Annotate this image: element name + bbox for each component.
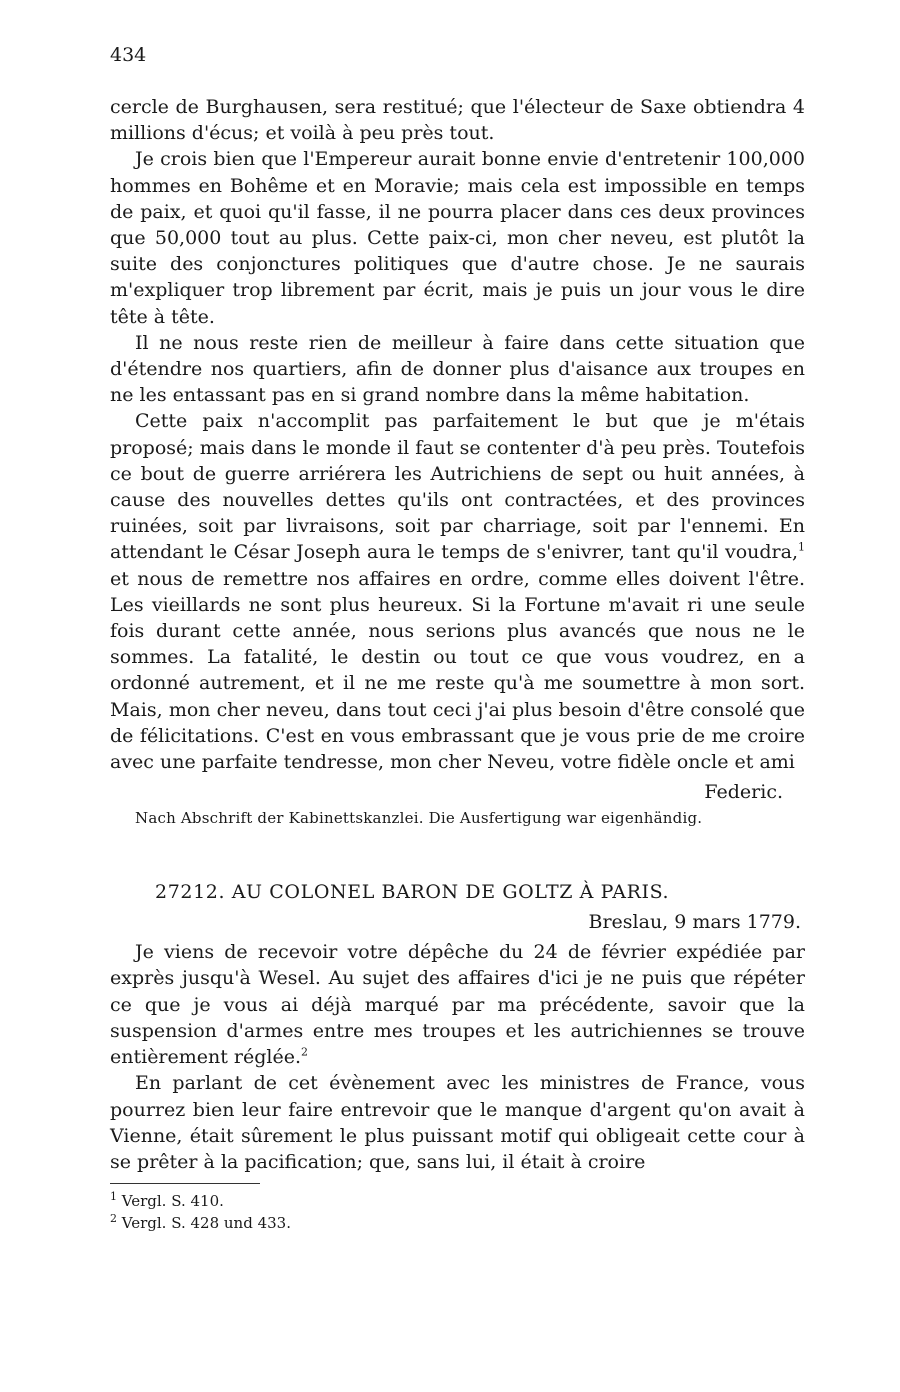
letter1-paragraph-1: cercle de Burghausen, sera restitué; que l'électeur de Saxe obtiendra 4 millions d'écus; et voilà à peu près tout.: [110, 96, 805, 145]
letter2-paragraph-2: En parlant de cet évènement avec les ministres de France, vous pourrez bien leur faire entrevoir que le manque d'argent qu'on avait à Vienne, était sûrement le plus puissant motif qui obligeait cette cour à se prêter à la pacification; que, sans lui, il était à croire: [110, 1072, 805, 1173]
footnote-marker-2: 2: [301, 1045, 309, 1059]
letter1-paragraph-3: Il ne nous reste rien de meilleur à faire dans cette situation que d'étendre nos quartiers, afin de donner plus d'aisance aux troupes en ne les entassant pas en si grand nombre dans la même habitation.: [110, 331, 805, 407]
document-page: [110, 40, 805, 1234]
footnote-rule: [110, 1183, 260, 1184]
footnote-2-marker: 2: [110, 1212, 117, 1226]
letter1-paragraph-4-part-1: Cette paix n'accomplit pas parfaitement le but que je m'étais proposé; mais dans le monde il faut se contenter d'à peu près. Toutefois ce bout de guerre arriérera les Autrichiens de sept ou huit années, à cause des nouvelles dettes qu'ils ont contractées, et des provinces ruinées, soit par livraisons, soit par charriage, soit par l'ennemi. En attendant le César Joseph aura le temps de s'enivrer, tant qu'il voudra,: [110, 410, 805, 564]
letter1-paragraph-4: [110, 408, 805, 775]
letter2-paragraph-1: [110, 939, 805, 1070]
footnote-1-marker: 1: [110, 1190, 117, 1204]
letter2-paragraph-1-text: Je viens de recevoir votre dépêche du 24 de février expédiée par exprès jusqu'à Wesel. Au sujet des affaires d'ici je ne puis que répéter ce que je vous ai déjà marqué par ma précédente, savoir que la suspension d'armes entre mes troupes et les autrichiennes se trouve entièrement réglée.: [110, 941, 805, 1069]
footnote-1-text: Vergl. S. 410.: [121, 1192, 224, 1211]
letter1-paragraph-4-part-2: et nous de remettre nos affaires en ordre, comme elles doivent l'être. Les vieillards ne sont plus heureux. Si la Fortune m'avait ri une seule fois durant cette année, nous serions plus avancés que nous ne le sommes. La fatalité, le destin ou tout ce que vous voudrez, en a ordonné autrement, et il ne me reste qu'à me soumettre à mon sort. Mais, mon cher neveu, dans tout ceci j'ai plus besoin d'être consolé que de félicitations. C'est en vous embrassant que je vous prie de me croire avec une parfaite tendresse, mon cher Neveu, votre fidèle oncle et ami: [110, 567, 805, 774]
letter1-paragraph-2: Je crois bien que l'Empereur aurait bonne envie d'entretenir 100,000 hommes en Bohême et en Moravie; mais cela est impossible en temps de paix, et quoi qu'il fasse, il ne pourra placer dans ces deux provinces que 50,000 tout au plus. Cette paix-ci, mon cher neveu, est plutôt la suite des conjonctures politiques que d'autre chose. Je ne saurais m'expliquer trop librement par écrit, mais je puis un jour vous le dire tête à tête.: [110, 148, 805, 328]
letter2-heading: 27212. AU COLONEL BARON DE GOLTZ À PARIS.: [155, 881, 670, 904]
source-note: Nach Abschrift der Kabinettskanzlei. Die Ausfertigung war eigenhändig.: [135, 809, 703, 828]
footnote-2: [110, 1212, 805, 1234]
footnote-1: [110, 1190, 805, 1212]
footnote-marker-1: 1: [798, 541, 805, 555]
page-number: 434: [110, 44, 147, 66]
footnote-2-text: Vergl. S. 428 und 433.: [121, 1214, 291, 1233]
letter2-dateline: Breslau, 9 mars 1779.: [588, 911, 801, 934]
signature: Federic.: [704, 781, 783, 804]
